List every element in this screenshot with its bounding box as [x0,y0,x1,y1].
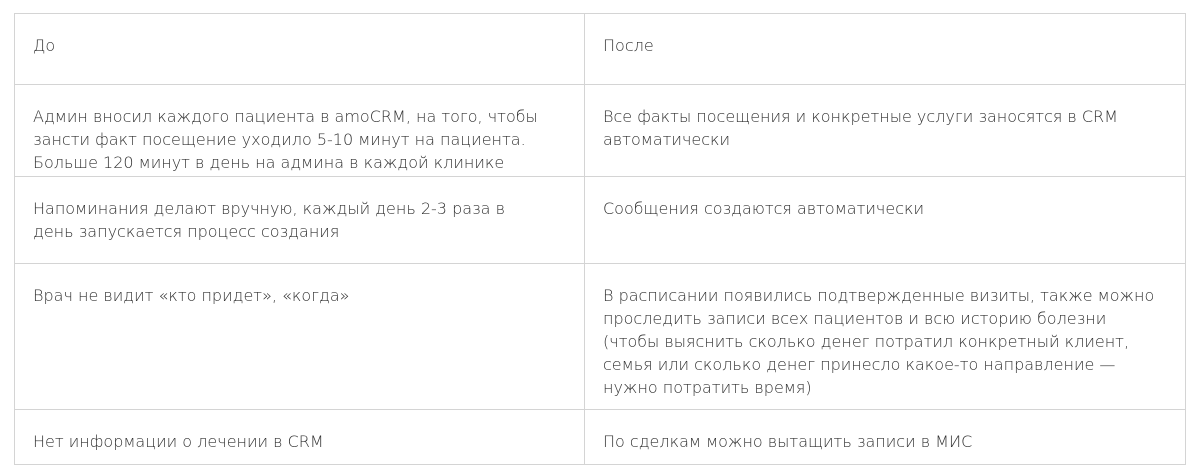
cell-before [15,264,585,410]
cell-after [585,85,1186,177]
table-row [15,410,1186,465]
header-cell-before [15,14,585,85]
header-cell-after [585,14,1186,85]
comparison-table [14,13,1186,465]
cell-before-text: Админ вносил каждого пациента в amoCRM, на того, чтобы зансти факт посещение уходило 5-10 минут на пациента. Больше 120 минут в день на админа в каждой клинике [33,107,538,172]
header-before-label: До [33,36,56,55]
cell-before-text: Нет информации о лечении в CRM [33,432,324,451]
cell-before-text: Напоминания делают вручную, каждый день 2-3 раза в день запускается процесс создания [33,199,505,241]
table-row [15,85,1186,177]
cell-after-text: Сообщения создаются автоматически [603,199,925,218]
cell-after [585,410,1186,465]
cell-before [15,177,585,264]
cell-after [585,264,1186,410]
cell-after [585,177,1186,264]
cell-before [15,85,585,177]
cell-after-text: Все факты посещения и конкретные услуги заносятся в CRM автоматически [603,107,1118,149]
table-row [15,264,1186,410]
cell-after-text: По сделкам можно вытащить записи в МИС [603,432,973,451]
cell-before-text: Врач не видит «кто придет», «когда» [33,286,350,305]
cell-after-text: В расписании появились подтвержденные визиты, также можно проследить записи всех пациентов и всю историю болезни (чтобы выяснить сколько денег потратил конкретный клиент, семья или сколько денег принесло какое-то направление — нужно потратить время) [603,286,1155,397]
table-row [15,177,1186,264]
cell-before [15,410,585,465]
table-header-row [15,14,1186,85]
header-after-label: После [603,36,654,55]
